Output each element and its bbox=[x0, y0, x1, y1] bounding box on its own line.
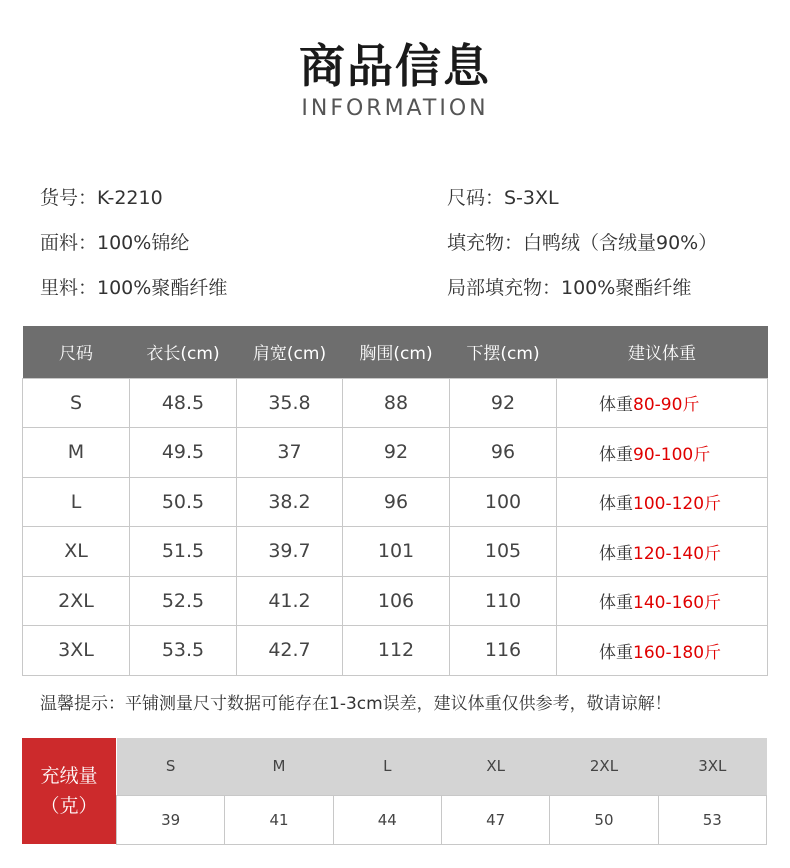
down-value: 44 bbox=[333, 795, 441, 844]
weight-range: 120-140斤 bbox=[633, 543, 722, 564]
cell-length: 49.5 bbox=[130, 428, 237, 478]
info-lining: 里料：100%聚酯纤维 bbox=[40, 277, 228, 299]
cell-length: 51.5 bbox=[130, 527, 237, 577]
page-subtitle: INFORMATION bbox=[301, 96, 489, 121]
weight-prefix: 体重 bbox=[599, 543, 633, 564]
cell-chest: 112 bbox=[343, 626, 450, 676]
cell-chest: 88 bbox=[343, 378, 450, 428]
header-chest: 胸围(cm) bbox=[343, 326, 450, 378]
page-title: 商品信息 bbox=[299, 39, 491, 93]
cell-shoulder: 38.2 bbox=[237, 477, 343, 527]
header-size: 尺码 bbox=[23, 326, 130, 378]
size-table bbox=[22, 326, 768, 676]
down-fill-label bbox=[22, 738, 116, 844]
cell-size: L bbox=[23, 477, 130, 527]
info-partial-filling: 局部填充物：100%聚酯纤维 bbox=[447, 277, 692, 299]
cell-chest: 101 bbox=[343, 527, 450, 577]
cell-weight bbox=[557, 576, 768, 626]
cell-weight bbox=[557, 527, 768, 577]
size-table-header bbox=[23, 326, 768, 378]
header-shoulder: 肩宽(cm) bbox=[237, 326, 343, 378]
cell-shoulder: 37 bbox=[237, 428, 343, 478]
down-value: 47 bbox=[441, 795, 549, 844]
weight-prefix: 体重 bbox=[599, 593, 633, 614]
cell-hem: 110 bbox=[450, 576, 557, 626]
table-row bbox=[23, 527, 768, 577]
weight-range: 90-100斤 bbox=[633, 444, 711, 465]
info-filling: 填充物：白鸭绒（含绒量90%） bbox=[447, 232, 718, 254]
weight-prefix: 体重 bbox=[599, 395, 633, 416]
down-value: 39 bbox=[117, 795, 225, 844]
cell-size: 2XL bbox=[23, 576, 130, 626]
cell-size: M bbox=[23, 428, 130, 478]
cell-size: XL bbox=[23, 527, 130, 577]
down-size-2xl: 2XL bbox=[550, 738, 658, 795]
cell-shoulder: 41.2 bbox=[237, 576, 343, 626]
table-row bbox=[23, 576, 768, 626]
weight-range: 100-120斤 bbox=[633, 494, 722, 515]
cell-hem: 116 bbox=[450, 626, 557, 676]
cell-weight bbox=[557, 378, 768, 428]
cell-hem: 92 bbox=[450, 378, 557, 428]
header-weight: 建议体重 bbox=[557, 326, 768, 378]
down-fill-label-line2: （克） bbox=[40, 795, 98, 817]
down-size-m: M bbox=[225, 738, 333, 795]
down-size-3xl: 3XL bbox=[658, 738, 766, 795]
cell-hem: 100 bbox=[450, 477, 557, 527]
cell-length: 48.5 bbox=[130, 378, 237, 428]
cell-length: 52.5 bbox=[130, 576, 237, 626]
table-row bbox=[23, 626, 768, 676]
cell-size: 3XL bbox=[23, 626, 130, 676]
table-row bbox=[23, 428, 768, 478]
weight-prefix: 体重 bbox=[599, 642, 633, 663]
down-fill-header bbox=[117, 738, 767, 795]
table-row bbox=[23, 477, 768, 527]
down-value: 50 bbox=[550, 795, 658, 844]
down-value: 53 bbox=[658, 795, 766, 844]
cell-hem: 96 bbox=[450, 428, 557, 478]
measurement-tip: 温馨提示：平铺测量尺寸数据可能存在1-3cm误差，建议体重仅供参考，敬请谅解！ bbox=[40, 694, 672, 714]
down-size-s: S bbox=[117, 738, 225, 795]
cell-weight bbox=[557, 477, 768, 527]
down-value: 41 bbox=[225, 795, 333, 844]
weight-prefix: 体重 bbox=[599, 494, 633, 515]
header-hem: 下摆(cm) bbox=[450, 326, 557, 378]
cell-shoulder: 39.7 bbox=[237, 527, 343, 577]
cell-chest: 92 bbox=[343, 428, 450, 478]
weight-range: 140-160斤 bbox=[633, 593, 722, 614]
cell-weight bbox=[557, 626, 768, 676]
cell-length: 50.5 bbox=[130, 477, 237, 527]
down-fill-label-line1: 充绒量 bbox=[40, 765, 98, 787]
cell-chest: 96 bbox=[343, 477, 450, 527]
cell-hem: 105 bbox=[450, 527, 557, 577]
cell-chest: 106 bbox=[343, 576, 450, 626]
down-fill-values bbox=[117, 795, 767, 844]
cell-weight bbox=[557, 428, 768, 478]
weight-prefix: 体重 bbox=[599, 444, 633, 465]
table-row bbox=[23, 378, 768, 428]
cell-shoulder: 42.7 bbox=[237, 626, 343, 676]
cell-shoulder: 35.8 bbox=[237, 378, 343, 428]
cell-size: S bbox=[23, 378, 130, 428]
header-length: 衣长(cm) bbox=[130, 326, 237, 378]
weight-range: 160-180斤 bbox=[633, 642, 722, 663]
down-size-l: L bbox=[333, 738, 441, 795]
info-size-range: 尺码：S-3XL bbox=[447, 187, 559, 209]
down-fill-table bbox=[116, 738, 767, 845]
weight-range: 80-90斤 bbox=[633, 395, 700, 416]
cell-length: 53.5 bbox=[130, 626, 237, 676]
info-item-no: 货号：K-2210 bbox=[40, 187, 163, 209]
down-size-xl: XL bbox=[441, 738, 549, 795]
info-fabric: 面料：100%锦纶 bbox=[40, 232, 190, 254]
